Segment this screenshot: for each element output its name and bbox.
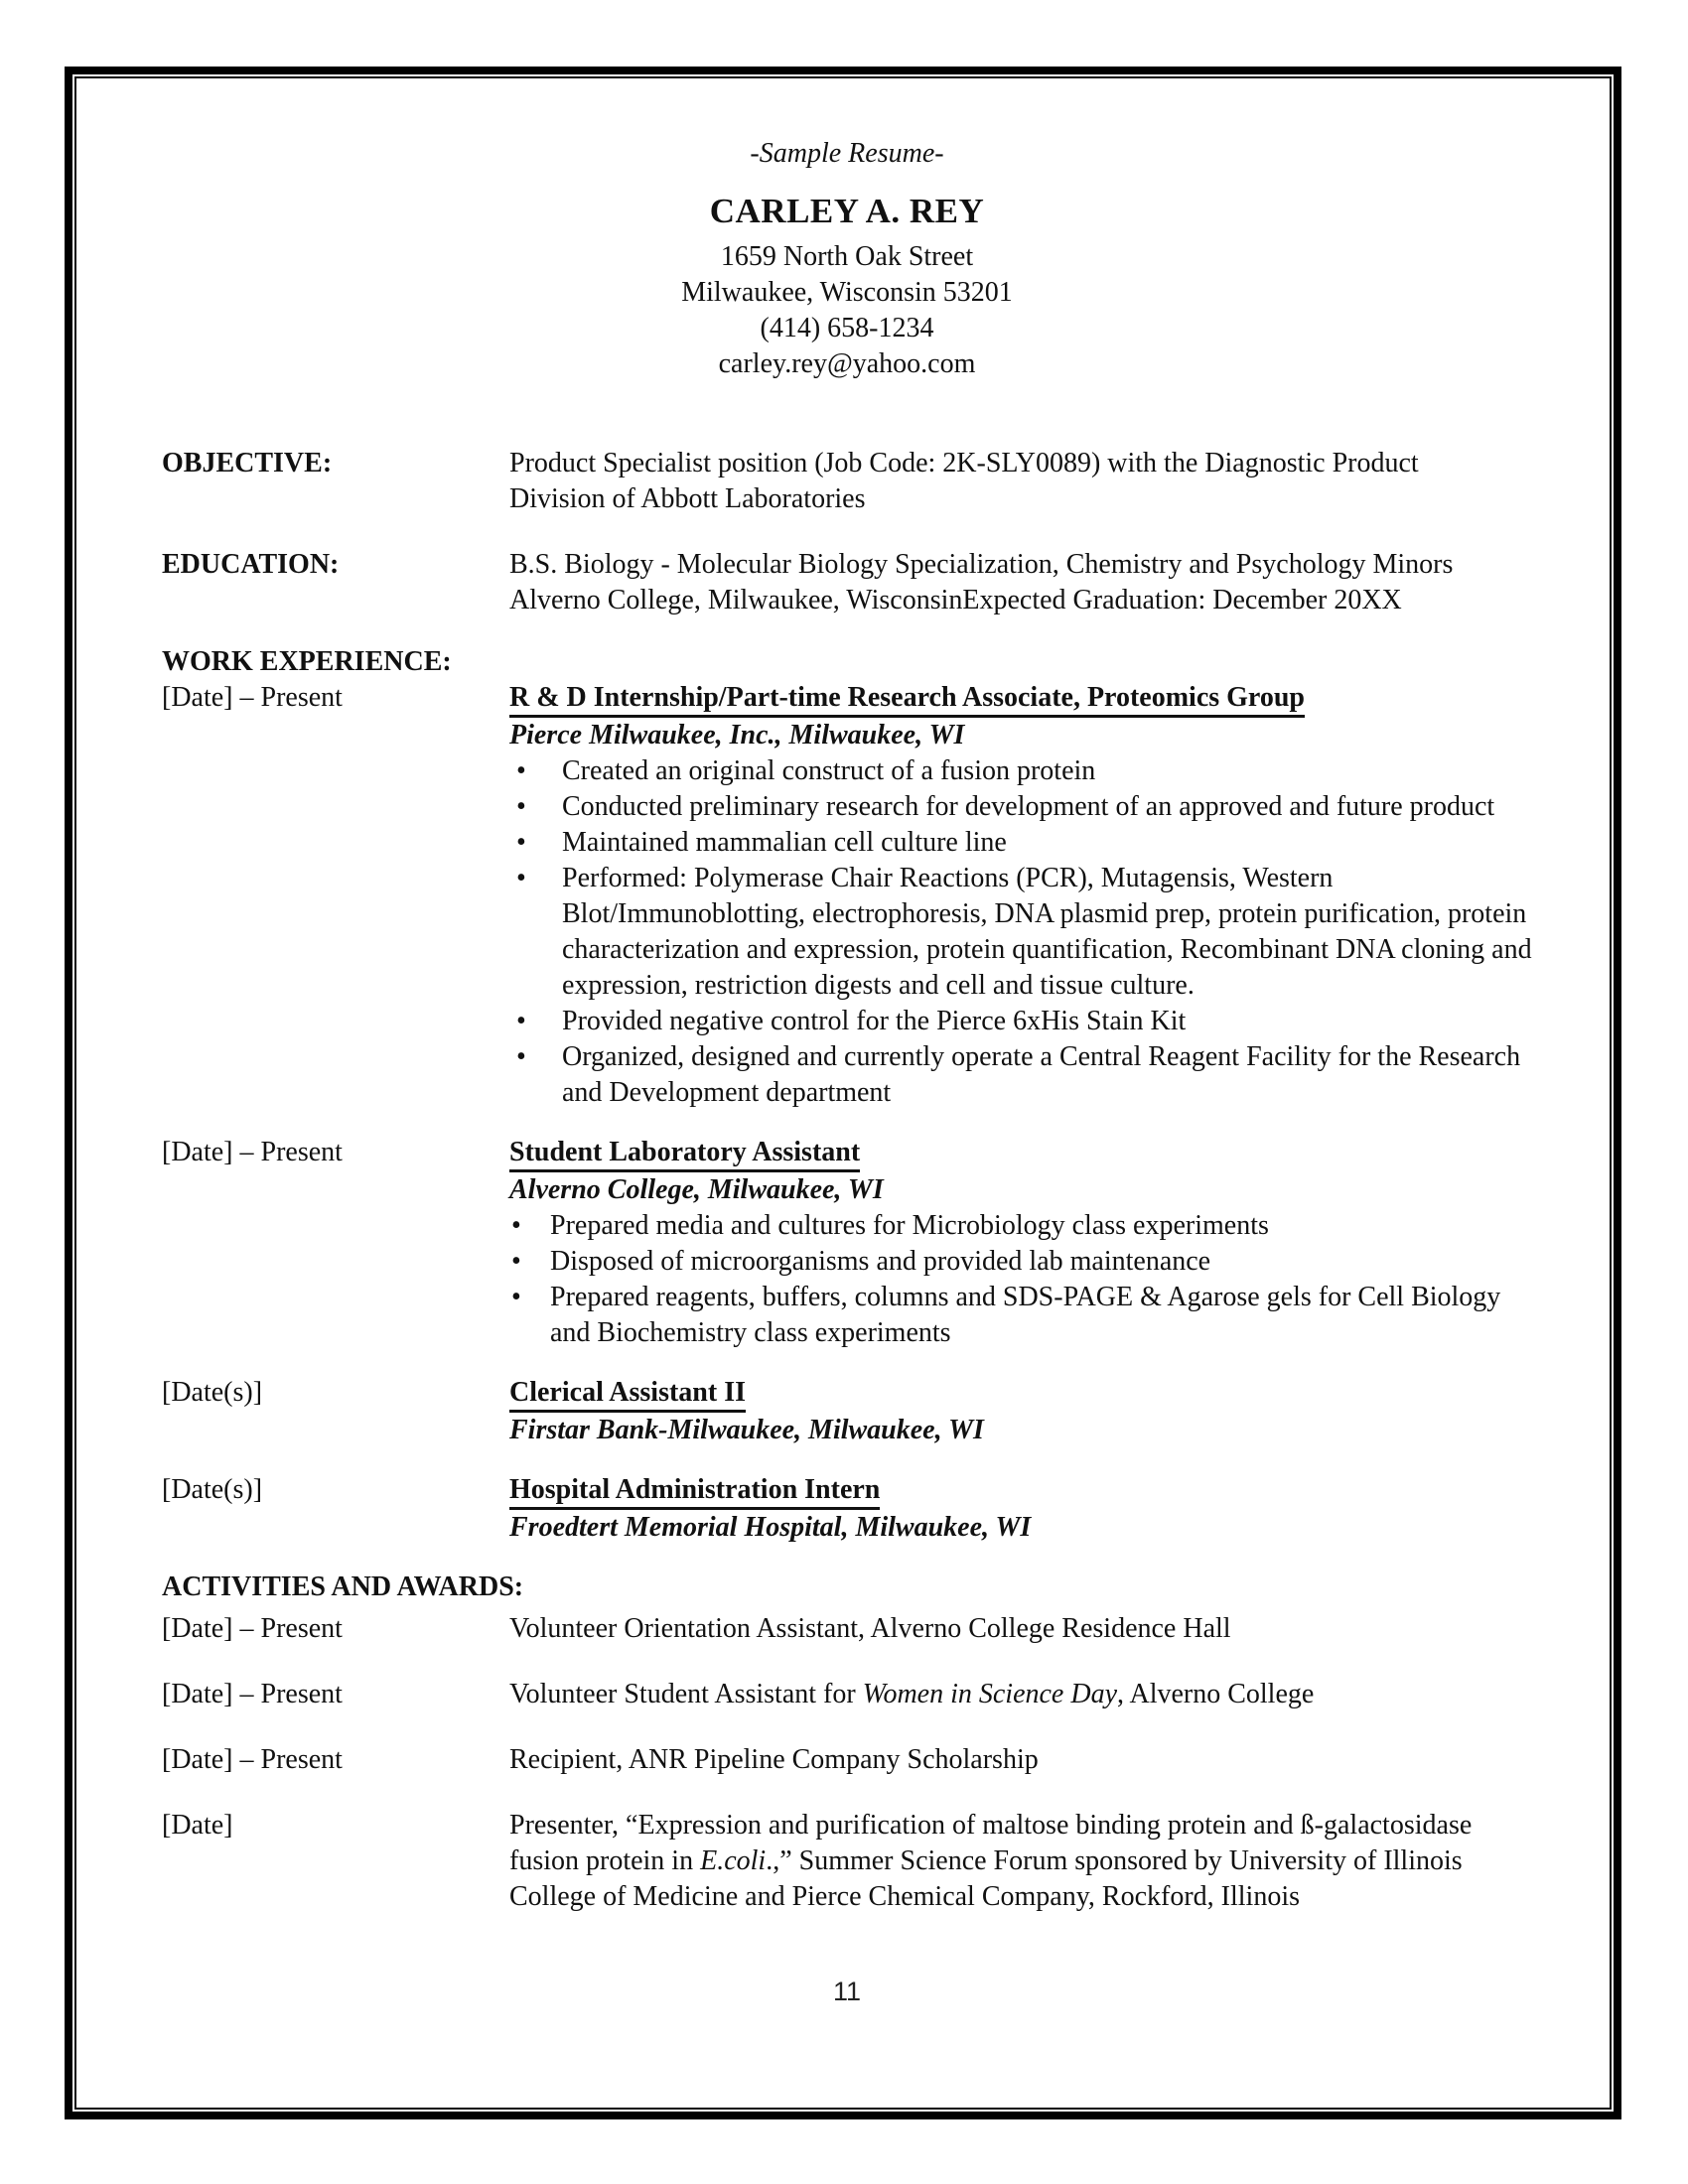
education-section	[162, 547, 1532, 618]
job-title-line	[509, 680, 1532, 718]
job-bullet: • Disposed of microorganisms and provided lab maintenance	[509, 1244, 1532, 1280]
activity-text-prefix: Presenter, “Expression and purification of maltose binding protein and ß-galactosidase fusion protein in	[509, 1810, 1473, 1876]
address-street: 1659 North Oak Street	[720, 241, 974, 272]
date-label: [Date] – Present	[162, 1613, 343, 1644]
job-company: Firstar Bank-Milwaukee, Milwaukee, WI	[509, 1415, 984, 1445]
activity-text	[509, 1808, 1532, 1915]
job-title-line	[509, 1375, 1532, 1413]
date-label: [Date]	[162, 1810, 233, 1841]
education-text-line-1: B.S. Biology - Molecular Biology Specialization, Chemistry and Psychology Minors	[509, 549, 1454, 580]
job-title: R & D Internship/Part-time Research Associate, Proteomics Group	[509, 683, 1305, 718]
activity-text-italic: Women in Science Day	[862, 1679, 1118, 1709]
address-city: Milwaukee, Wisconsin 53201	[681, 277, 1013, 308]
job-details	[509, 1135, 1532, 1351]
education-text	[509, 547, 1532, 618]
job-company: Pierce Milwaukee, Inc., Milwaukee, WI	[509, 720, 965, 751]
job-title: Clerical Assistant II	[509, 1378, 746, 1413]
job-bullet-list	[509, 753, 1532, 1111]
activity-text-italic: E.coli	[700, 1845, 767, 1876]
page-border	[65, 67, 1621, 2119]
date-label: [Date] – Present	[162, 1137, 343, 1167]
candidate-name: CARLEY A. REY	[709, 192, 985, 230]
date-label: [Date(s)]	[162, 1474, 263, 1505]
job-company: Froedtert Memorial Hospital, Milwaukee, WI	[509, 1512, 1032, 1543]
job-bullet: • Provided negative control for the Pierce 6xHis Stain Kit	[509, 1004, 1532, 1039]
phone-number: (414) 658-1234	[760, 313, 934, 343]
job-details	[509, 1472, 1532, 1546]
education-text-line-2: Alverno College, Milwaukee, WisconsinExpected Graduation: December 20XX	[509, 585, 1402, 615]
activity-entry-3	[162, 1742, 1532, 1778]
activity-entry-1	[162, 1611, 1532, 1647]
resume-content	[76, 78, 1610, 2108]
job-entry-2	[162, 1135, 1532, 1351]
job-entry-3	[162, 1375, 1532, 1448]
page-border-inner-line	[74, 76, 1612, 2110]
job-title: Hospital Administration Intern	[509, 1475, 880, 1510]
job-title: Student Laboratory Assistant	[509, 1138, 860, 1172]
job-bullet: • Performed: Polymerase Chair Reactions (PCR), Mutagensis, Western Blot/Immunoblotting, electrophoresis, DNA plasmid prep, protein purification, protein characterization and expression, protein quantification, Recombinant DNA cloning and expression, restriction digests and cell and tissue culture.	[509, 861, 1532, 1004]
objective-text-line-1: Product Specialist position (Job Code: 2K-SLY0089) with the Diagnostic Product	[509, 448, 1419, 478]
job-bullet: • Created an original construct of a fusion protein	[509, 753, 1532, 789]
date-label: [Date(s)]	[162, 1377, 263, 1408]
activity-text-suffix: , Alverno College	[1117, 1679, 1315, 1709]
education-label: EDUCATION:	[162, 549, 340, 580]
job-title-line	[509, 1135, 1532, 1172]
activity-text-prefix: Volunteer Student Assistant for	[509, 1679, 863, 1709]
activity-entry-2	[162, 1677, 1532, 1712]
activity-text	[509, 1677, 1532, 1712]
objective-text-line-2: Division of Abbott Laboratories	[509, 483, 866, 514]
job-bullet: • Prepared reagents, buffers, columns and SDS-PAGE & Agarose gels for Cell Biology and Biochemistry class experiments	[509, 1280, 1532, 1351]
job-entry-4	[162, 1472, 1532, 1546]
work-experience-heading: WORK EXPERIENCE:	[162, 646, 452, 677]
job-bullet: • Organized, designed and currently operate a Central Reagent Facility for the Research and Development department	[509, 1039, 1532, 1111]
activity-entry-4	[162, 1808, 1532, 1915]
job-bullet: • Conducted preliminary research for development of an approved and future product	[509, 789, 1532, 825]
contact-block	[162, 239, 1532, 382]
objective-label: OBJECTIVE:	[162, 448, 333, 478]
objective-section	[162, 446, 1532, 517]
objective-text	[509, 446, 1532, 517]
activity-text: Volunteer Orientation Assistant, Alverno College Residence Hall	[509, 1613, 1231, 1644]
date-label: [Date] – Present	[162, 1744, 343, 1775]
job-bullet-list	[509, 1208, 1532, 1351]
job-title-line	[509, 1472, 1532, 1510]
watermark-label: -Sample Resume-	[750, 138, 944, 169]
date-label: [Date] – Present	[162, 1679, 343, 1709]
job-bullet: • Prepared media and cultures for Microbiology class experiments	[509, 1208, 1532, 1244]
date-label: [Date] – Present	[162, 682, 343, 713]
job-details	[509, 1375, 1532, 1448]
activity-text-suffix: .,” Summer Science Forum sponsored by University of Illinois College of Medicine and Pierce Chemical Company, Rockford, Illinois	[509, 1845, 1463, 1912]
job-bullet: • Maintained mammalian cell culture line	[509, 825, 1532, 861]
job-details	[509, 680, 1532, 1111]
email-address: carley.rey@yahoo.com	[718, 348, 976, 379]
job-company: Alverno College, Milwaukee, WI	[509, 1174, 884, 1205]
page-number: 11	[832, 1977, 862, 2006]
job-entry-1	[162, 680, 1532, 1111]
activity-text: Recipient, ANR Pipeline Company Scholarship	[509, 1744, 1039, 1775]
activities-awards-heading: ACTIVITIES AND AWARDS:	[162, 1571, 524, 1602]
